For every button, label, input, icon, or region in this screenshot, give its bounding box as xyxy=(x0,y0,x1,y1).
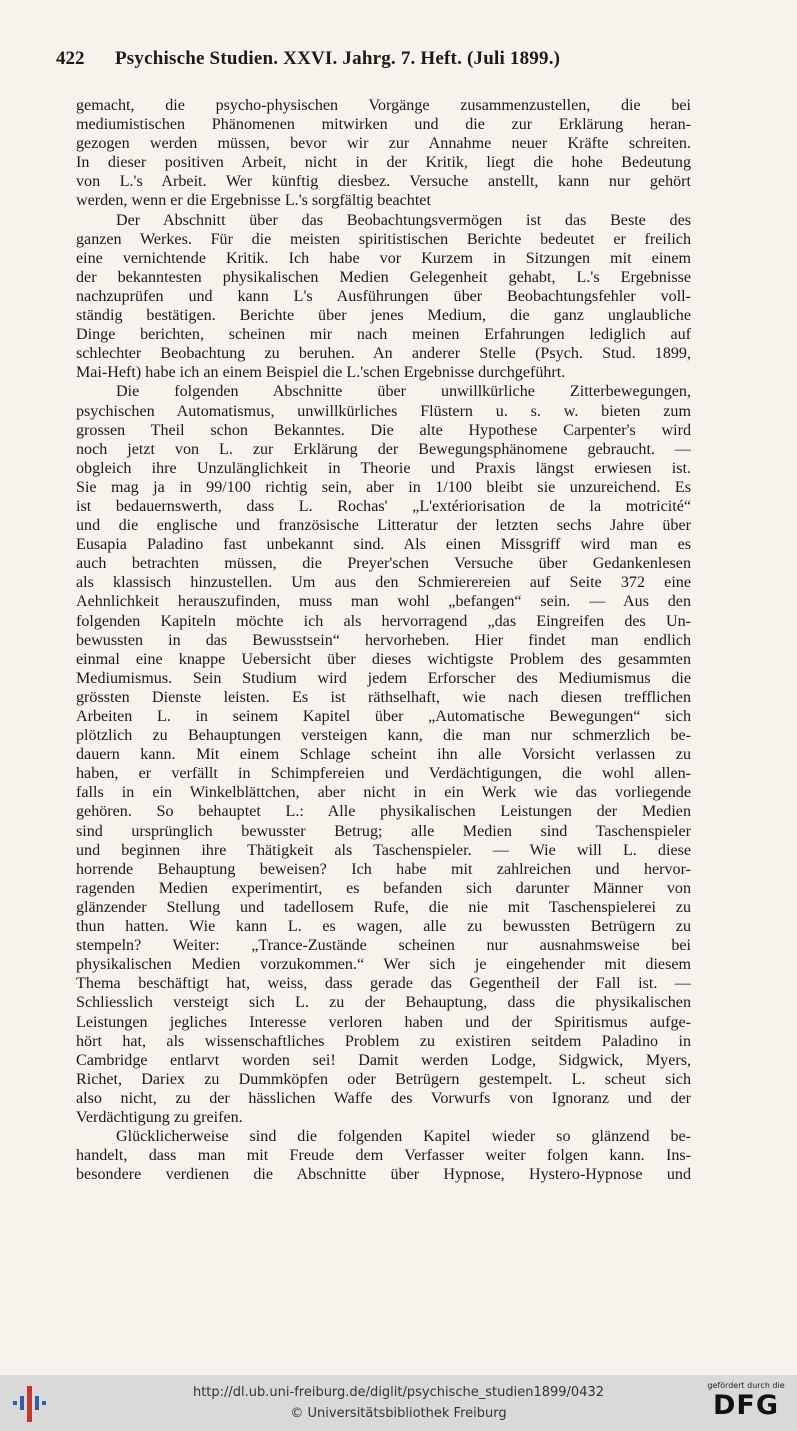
text-line: folgenden Kapiteln möchte ich als hervorragend „das Eingreifen des Un- xyxy=(76,612,691,630)
dfg-logo xyxy=(702,1381,790,1427)
dfg-mark: DFG xyxy=(712,1390,780,1421)
text-line: Mai-Heft) habe ich an einem Beispiel die L.'schen Ergebnisse durchgeführt. xyxy=(76,364,566,382)
text-line: Dinge berichten, scheinen mir nach meinen Erfahrungen lediglich auf xyxy=(76,326,691,344)
text-line: thun hatten. Wie kann L. es wagen, alle zu bewussten Betrügern zu xyxy=(76,918,691,936)
text-line: bewussten in das Bewusstsein“ hervorheben. Hier findet man endlich xyxy=(76,631,691,649)
text-line: Verdächtigung zu greifen. xyxy=(76,1108,243,1126)
text-line: von L.'s Arbeit. Wer künftig diesbez. Versuche anstellt, kann nur gehört xyxy=(76,173,691,191)
text-line: Schliesslich versteigt sich L. zu der Behauptung, dass die physikalischen xyxy=(76,994,691,1012)
text-line: und die englische und französische Litteratur der letzten sechs Jahre über xyxy=(76,517,691,535)
running-title: Psychische Studien. XXVI. Jahrg. 7. Heft. (Juli 1899.) xyxy=(115,48,561,69)
viewer-footer xyxy=(0,1375,797,1431)
text-line: Der Abschnitt über das Beobachtungsvermögen ist das Beste des xyxy=(116,211,691,229)
text-line: plötzlich zu Behauptungen versteigen kann, die man nur schmerzlich be- xyxy=(76,727,691,745)
text-line: noch jetzt von L. zur Erklärung der Bewegungsphänomene gebraucht. — xyxy=(76,440,691,458)
source-url[interactable]: http://dl.ub.uni-freiburg.de/diglit/psychische_studien1899/0432 xyxy=(192,1385,605,1400)
page-header xyxy=(56,48,746,74)
text-line: Sie mag ja in 99/100 richtig sein, aber in 1/100 bleibt sie unzureichend. Es xyxy=(76,478,691,496)
text-line: Richet, Dariex zu Dummköpfen oder Betrügern gestempelt. L. scheut sich xyxy=(76,1070,691,1088)
text-line: einmal eine knappe Uebersicht über dieses wichtigste Problem des gesammten xyxy=(76,650,691,668)
text-line: handelt, dass man mit Freude dem Verfasser weiter folgen kann. Ins- xyxy=(76,1147,691,1165)
text-line: ganzen Werkes. Für die meisten spiritistischen Berichte bedeutet er freilich xyxy=(76,230,691,248)
text-line: falls in ein Winkelblättchen, aber nicht in ein Werk wie das vorliegende xyxy=(76,784,691,802)
text-line: als klassisch hinzustellen. Um aus den Schmierereien auf Seite 372 eine xyxy=(76,574,691,592)
text-line: mediumistischen Phänomenen mitwirken und die zur Erklärung heran- xyxy=(76,116,691,134)
text-line: haben, er verfällt in Schimpfereien und Verdächtigungen, die wohl allen- xyxy=(76,765,691,783)
text-line: sind ursprünglich bewusster Betrug; alle Medien sind Taschenspieler xyxy=(76,822,691,840)
text-line: obgleich ihre Unzulänglichkeit in Theorie und Praxis längst erwiesen ist. xyxy=(76,459,691,477)
text-line: Mediumismus. Sein Studium wird jedem Erforscher des Mediumismus die xyxy=(76,669,691,687)
dfg-caption: gefördert durch die xyxy=(707,1381,785,1390)
text-line: Die folgenden Abschnitte über unwillkürliche Zitterbewegungen, xyxy=(116,383,691,401)
page-number: 422 xyxy=(56,48,85,69)
text-line: Leistungen jegliches Interesse verloren haben und der Spiritismus aufge- xyxy=(76,1013,691,1031)
text-line: Cambridge entlarvt worden sei! Damit werden Lodge, Sidgwick, Myers, xyxy=(76,1051,691,1069)
copyright-notice: © Universitätsbibliothek Freiburg xyxy=(290,1406,507,1421)
text-line: auch betrachten müssen, die Preyer'schen Versuche über Gedankenlesen xyxy=(76,555,691,573)
text-line: hört hat, als wissenschaftliches Problem zu existiren seitdem Paladino in xyxy=(76,1032,691,1050)
text-line: werden, wenn er die Ergebnisse L.'s sorgfältig beachtet xyxy=(76,192,431,210)
text-line: Thema beschäftigt hat, weiss, dass gerade das Gegentheil der Fall ist. — xyxy=(76,975,691,993)
text-line: ist bedauernswerth, dass L. Rochas' „L'extériorisation de la motricité“ xyxy=(76,497,691,515)
text-line: ständig bestätigen. Berichte über jenes Medium, die ganz unglaubliche xyxy=(76,307,691,325)
text-line: Glücklicherweise sind die folgenden Kapitel wieder so glänzend be- xyxy=(116,1128,691,1146)
text-line: Arbeiten L. in seinem Kapitel über „Automatische Bewegungen“ sich xyxy=(76,708,691,725)
text-line: In dieser positiven Arbeit, nicht in der Kritik, liegt die hohe Bedeutung xyxy=(76,154,691,172)
text-line: Eusapia Paladino fast unbekannt sind. Als einen Missgriff wird man es xyxy=(76,536,691,554)
text-line: besondere verdienen die Abschnitte über Hypnose, Hystero-Hypnose und xyxy=(76,1166,691,1184)
text-line: gehören. So behauptet L.: Alle physikalischen Leistungen der Medien xyxy=(76,803,691,821)
text-line: eine vernichtende Kritik. Ich habe vor Kurzem in Sitzungen mit einem xyxy=(76,249,691,267)
text-line: gezogen werden müssen, bevor wir zur Annahme neuer Kräfte schreiten. xyxy=(76,135,691,153)
text-line: der bekanntesten physikalischen Medien Gelegenheit gehabt, L.'s Ergebnisse xyxy=(76,268,691,286)
text-line: ragenden Medien experimentirt, es befanden sich darunter Männer von xyxy=(76,879,691,897)
text-line: nachzuprüfen und kann L's Ausführungen über Beobachtungsfehler voll- xyxy=(76,287,691,305)
text-line: grossen Theil schon Bekanntes. Die alte Hypothese Carpenter's wird xyxy=(76,421,691,439)
text-line: physikalischen Medien vorzukommen.“ Wer sich je eingehender mit diesem xyxy=(76,956,691,974)
text-line: horrende Behauptung beweisen? Ich habe mit zahlreichen und hervor- xyxy=(76,860,691,878)
text-line: Aehnlichkeit herauszufinden, muss man wohl „befangen“ sein. — Aus den xyxy=(76,593,691,611)
text-line: glänzender Stellung und tadellosem Rufe, die nie mit Taschenspielerei zu xyxy=(76,898,691,916)
text-line: grössten Dienste leisten. Es ist räthselhaft, wie nach diesen trefflichen xyxy=(76,688,691,706)
text-line: und beginnen ihre Thätigkeit als Taschenspieler. — Wie will L. diese xyxy=(76,841,691,859)
text-line: schlechter Beobachtung zu beruhen. An anderer Stelle (Psych. Stud. 1899, xyxy=(76,345,691,363)
text-line: dauern kann. Mit einem Schlage scheint ihn alle Vorsicht verlassen zu xyxy=(76,746,691,764)
text-line: also nicht, zu der hässlichen Waffe des Vorwurfs von Ignoranz und der xyxy=(76,1089,691,1107)
text-line: gemacht, die psycho-physischen Vorgänge zusammenzustellen, die bei xyxy=(76,97,691,114)
body-text xyxy=(76,96,691,1184)
text-line: stempeln? Weiter: „Trance-Zustände scheinen nur ausnahmsweise bei xyxy=(76,937,691,955)
text-line: psychischen Automatismus, unwillkürliches Flüstern u. s. w. bieten zum xyxy=(76,402,691,420)
